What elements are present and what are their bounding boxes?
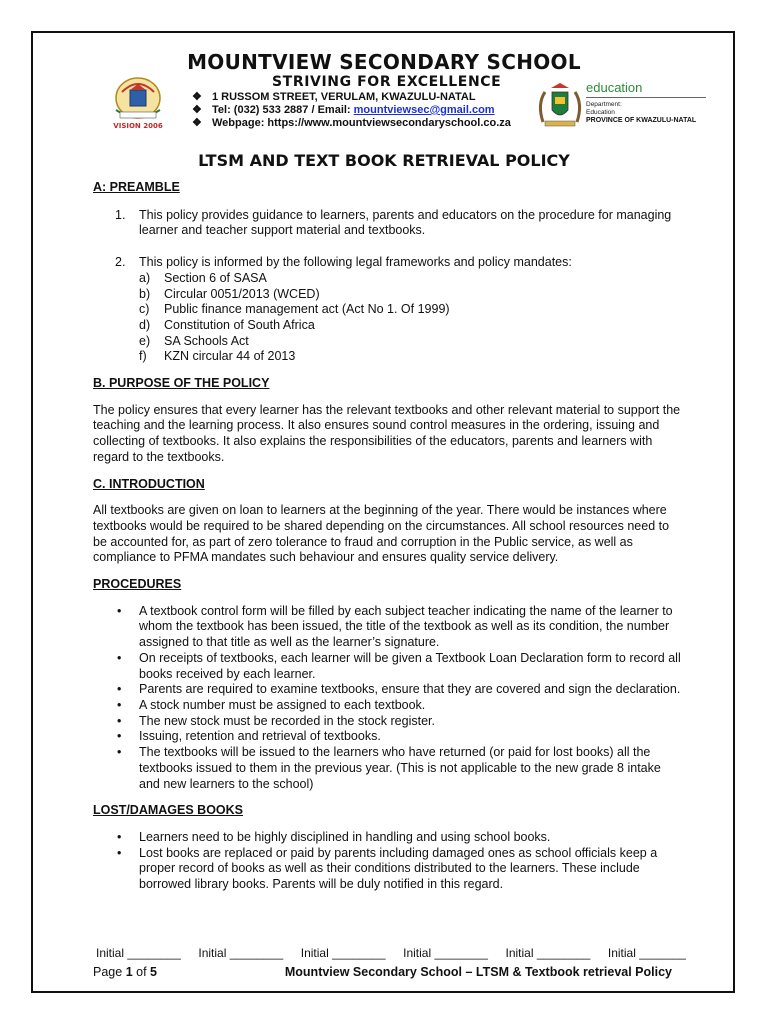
procedure-item: • A stock number must be assigned to each textbook. — [117, 697, 426, 712]
footer-document-title: Mountview Secondary School – LTSM & Textbook retrieval Policy — [284, 965, 672, 979]
document-body — [93, 180, 683, 893]
sub-item: c) Public finance management act (Act No 1. Of 1999) — [139, 302, 450, 317]
school-logo — [106, 72, 170, 130]
initials-row — [96, 946, 686, 960]
school-motto: STRIVING FOR EXCELLENCE — [272, 74, 502, 90]
procedure-item: • The textbooks will be issued to the learners who have returned (or paid for lost books) all the textbooks issued to them in the previous year. (This is not applicable to the new grade 8 intake and new learners to the school) — [117, 745, 661, 791]
contact-block — [192, 91, 511, 130]
purpose-text: The policy ensures that every learner has the relevant textbooks and other relevant material to support the teaching and the learning process. It also ensures sound control measures in the ordering, issuing and collecting of textbooks. It also explains the responsibilities of the educators, parents and learners with regard to the textbooks. — [93, 402, 681, 464]
initial-field[interactable]: Initial ________ — [198, 946, 284, 960]
sub-item: a) Section 6 of SASA — [139, 270, 267, 285]
email-link[interactable]: mountviewsec@gmail.com — [353, 104, 495, 116]
procedure-item: • Issuing, retention and retrieval of textbooks. — [117, 729, 381, 744]
procedures-heading: PROCEDURES — [93, 577, 182, 592]
initial-field[interactable]: Initial _______ — [607, 946, 686, 960]
sub-item: b) Circular 0051/2013 (WCED) — [139, 286, 320, 301]
school-name: MOUNTVIEW SECONDARY SCHOOL — [187, 50, 581, 74]
coat-of-arms-icon — [535, 82, 585, 128]
province-name: PROVINCE OF KWAZULU-NATAL — [586, 117, 697, 124]
introduction-heading: C. INTRODUCTION — [93, 476, 205, 491]
sub-item: e) SA Schools Act — [139, 333, 249, 348]
lost-books-item: • Lost books are replaced or paid by parents including damaged ones as school officials keep a proper record of books as well as their conditions distributed to the learners. These include borrowed library books. Parents will be duly notified in this regard. — [117, 845, 658, 892]
logo-vision-text: VISION 2006 — [113, 122, 163, 130]
education-rule — [586, 97, 706, 98]
sub-item: d) Constitution of South Africa — [139, 317, 315, 332]
telephone: Tel: (032) 533 2887 / Email: — [212, 104, 354, 116]
initial-field[interactable]: Initial ________ — [403, 946, 488, 960]
purpose-heading: B. PURPOSE OF THE POLICY — [93, 376, 270, 391]
sub-item: f) KZN circular 44 of 2013 — [139, 349, 296, 364]
procedure-item: • On receipts of textbooks, each learner will be given a Textbook Loan Declaration form to record all books received by each learner. — [117, 650, 681, 681]
initial-field[interactable]: Initial ________ — [300, 946, 386, 960]
education-word: education — [586, 80, 643, 95]
address: 1 RUSSOM STREET, VERULAM, KWAZULU-NATAL — [212, 91, 476, 103]
preamble-heading: A: PREAMBLE — [93, 180, 180, 194]
document-title: LTSM AND TEXT BOOK RETRIEVAL POLICY — [198, 151, 570, 170]
procedure-item: • The new stock must be recorded in the stock register. — [117, 713, 435, 728]
department-block — [586, 80, 706, 125]
initial-field[interactable]: Initial ________ — [96, 946, 181, 960]
numbered-item: 2. This policy is informed by the following legal frameworks and policy mandates: — [115, 255, 572, 270]
webpage: Webpage: https://www.mountviewsecondaryschool.co.za — [212, 117, 511, 129]
bullet-icon: ❖ — [192, 117, 202, 129]
numbered-item: 1. This policy provides guidance to learners, parents and educators on the procedure for managing learner and teacher support material and textbooks. — [115, 207, 672, 238]
procedure-item: • A textbook control form will be filled by each subject teacher indicating the name of the learner to whom the textbook has been issued, the title of the textbook as well as its condition, the number assigned to that title as well as the learner’s signature. — [117, 603, 673, 650]
department-label: Department: — [586, 101, 622, 108]
lost-books-heading: LOST/DAMAGES BOOKS — [93, 803, 244, 818]
procedure-item: • Parents are required to examine textbooks, ensure that they are covered and sign the declaration. — [117, 682, 681, 697]
department-name: Education — [586, 109, 615, 116]
page-number: Page 1 of 5 — [93, 965, 157, 979]
introduction-text: All textbooks are given on loan to learners at the beginning of the year. There would be instances where textbooks would be required to be shared depending on the circumstances. All school resources need to be accounted for, as part of zero tolerance to fraud and corruption in the Public service, as well as compliance to PFMA mandates such behaviour and ensures quality service delivery. — [93, 503, 670, 565]
bullet-icon: ❖ — [192, 91, 202, 103]
lost-books-item: • Learners need to be highly disciplined in handling and using school books. — [117, 829, 551, 844]
initial-field[interactable]: Initial ________ — [505, 946, 591, 960]
bullet-icon: ❖ — [192, 104, 202, 116]
